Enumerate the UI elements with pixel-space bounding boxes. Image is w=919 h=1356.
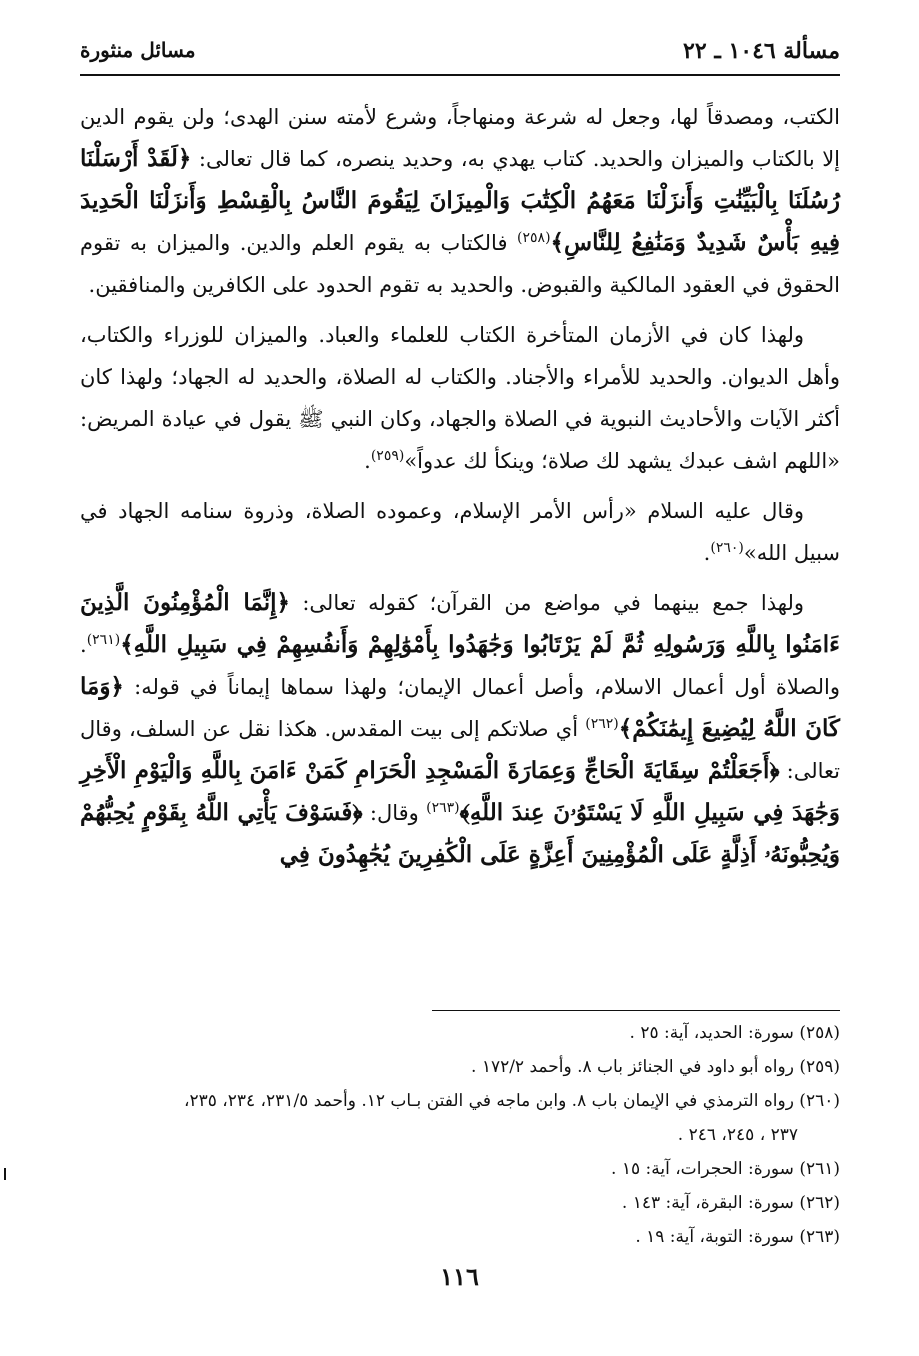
footnote-ref: (٢٥٨) bbox=[517, 230, 551, 246]
header-issue-number: مسألة ١٠٤٦ ـ ٢٢ bbox=[683, 38, 840, 64]
footnote-260: (٢٦٠) رواه الترمذي في الإيمان باب ٨. وابن ماجه في الفتن بـاب ١٢. وأحمد ٢٣١/٥، ٢٣٤، ٢٣٥، bbox=[183, 1091, 840, 1111]
paragraph-1 bbox=[80, 96, 840, 306]
footnote-ref: (٢٦١) bbox=[86, 632, 121, 648]
paragraph-text: . bbox=[364, 449, 371, 473]
header-book-section: مسائل منثورة bbox=[80, 38, 196, 62]
scan-edge-mark bbox=[4, 1168, 6, 1180]
paragraph-text: ولهذا جمع بينهما في مواضع من القرآن؛ كقوله تعالى: bbox=[289, 591, 805, 615]
footnote-ref: (٢٥٩) bbox=[370, 448, 405, 464]
main-text bbox=[80, 96, 840, 884]
quran-verse: ﴿فَسَوْفَ يَأْتِي اللَّهُ بِقَوْمٍ يُحِبُّهُمْ وَيُحِبُّونَهُۥ أَذِلَّةٍ عَلَى الْمُؤْمِنِينَ أَعِزَّةٍ عَلَى الْكَٰفِرِينَ يُجَٰهِدُونَ فِي bbox=[80, 799, 840, 868]
footnote-263: (٢٦٣) سورة: التوبة، آية: ١٩ . bbox=[635, 1227, 840, 1247]
quran-verse: ﴿أَجَعَلْتُمْ سِقَايَةَ الْحَاجِّ وَعِمَارَةَ الْمَسْجِدِ الْحَرَامِ كَمَنْ ءَامَنَ بِاللَّهِ وَالْيَوْمِ الْأَخِرِ وَجَٰهَدَ فِي سَبِيلِ اللَّهِ لَا يَسْتَوُۥنَ عِندَ اللَّهِ﴾ bbox=[80, 757, 840, 826]
paragraph-2 bbox=[80, 314, 840, 482]
footnote-ref: (٢٦٠) bbox=[710, 540, 744, 556]
paragraph-3 bbox=[80, 490, 840, 574]
header-rule bbox=[80, 74, 840, 76]
quran-verse: ﴿لَقَدْ أَرْسَلْنَا رُسُلَنَا بِالْبَيِّنَٰتِ وَأَنزَلْنَا مَعَهُمُ الْكِتَٰبَ وَالْمِيزَانَ لِيَقُومَ النَّاسُ بِالْقِسْطِ وَأَنزَلْنَا الْحَدِيدَ فِيهِ بَأْسٌ شَدِيدٌ وَمَنَٰفِعُ لِلنَّاسِ﴾ bbox=[80, 145, 840, 256]
paragraph-text: . والصلاة أول أعمال الاسلام، وأصل أعمال الإيمان؛ ولهذا سماها إيماناً في قوله: bbox=[80, 633, 840, 699]
page-number: ١١٦ bbox=[440, 1262, 479, 1291]
footnote-261: (٢٦١) سورة: الحجرات، آية: ١٥ . bbox=[611, 1159, 840, 1179]
footnote-rule bbox=[432, 1010, 840, 1011]
quran-verse: ﴿إِنَّمَا الْمُؤْمِنُونَ الَّذِينَ ءَامَنُوا بِاللَّهِ وَرَسُولِهِ ثُمَّ لَمْ يَرْتَابُوا وَجَٰهَدُوا بِأَمْوَٰلِهِمْ وَأَنفُسِهِمْ فِي سَبِيلِ اللَّهِ﴾ bbox=[80, 589, 840, 658]
paragraph-text: أي صلاتكم إلى بيت المقدس. هكذا نقل عن السلف، وقال تعالى: bbox=[80, 717, 840, 783]
footnote-260-continued: ٢٣٧ ، ٢٤٥، ٢٤٦ . bbox=[677, 1125, 798, 1145]
footnote-258: (٢٥٨) سورة: الحديد، آية: ٢٥ . bbox=[629, 1023, 840, 1043]
footnotes bbox=[80, 1016, 840, 1254]
paragraph-text: فالكتاب به يقوم العلم والدين. والميزان به تقوم الحقوق في العقود المالكية والقبوض. والحديد به تقوم الحدود على الكافرين والمنافقين. bbox=[80, 231, 840, 297]
paragraph-text: وقال: bbox=[362, 801, 427, 825]
footnote-259: (٢٥٩) رواه أبو داود في الجنائز باب ٨. وأحمد ١٧٢/٢ . bbox=[471, 1057, 840, 1077]
paragraph-text: ولهذا كان في الأزمان المتأخرة الكتاب للعلماء والعباد. والميزان للوزراء والكتاب، وأهل الديوان. والحديد للأمراء والأجناد. والكتاب له الصلاة، والحديد له الجهاد؛ ولهذا كان أكثر الآيات والأحاديث النبوية في الصلاة والجهاد، وكان النبي ﷺ يقول في عيادة المريض: «اللهم اشف عبدك يشهد لك صلاة؛ وينكأ لك عدواً» bbox=[80, 323, 840, 473]
paragraph-text: . bbox=[703, 541, 711, 565]
paragraph-4 bbox=[80, 582, 840, 876]
footnote-ref: (٢٦٢) bbox=[585, 716, 619, 732]
paragraph-text: وقال عليه السلام «رأس الأمر الإسلام، وعموده الصلاة، وذروة سنامه الجهاد في سبيل الله» bbox=[80, 499, 840, 565]
paragraph-text: الكتب، ومصدقاً لها، وجعل له شرعة ومنهاجاً، وشرع لأمته سنن الهدى؛ ولن يقوم الدين إلا بالكتاب والميزان والحديد. كتاب يهدي به، وحديد ينصره، كما قال تعالى: bbox=[80, 105, 841, 171]
footnote-262: (٢٦٢) سورة: البقرة، آية: ١٤٣ . bbox=[621, 1193, 840, 1213]
footnote-ref: (٢٦٣) bbox=[426, 800, 460, 816]
running-header bbox=[80, 30, 840, 70]
quran-verse: ﴿وَمَا كَانَ اللَّهُ لِيُضِيعَ إِيمَٰنَكُمْ﴾ bbox=[80, 673, 840, 742]
